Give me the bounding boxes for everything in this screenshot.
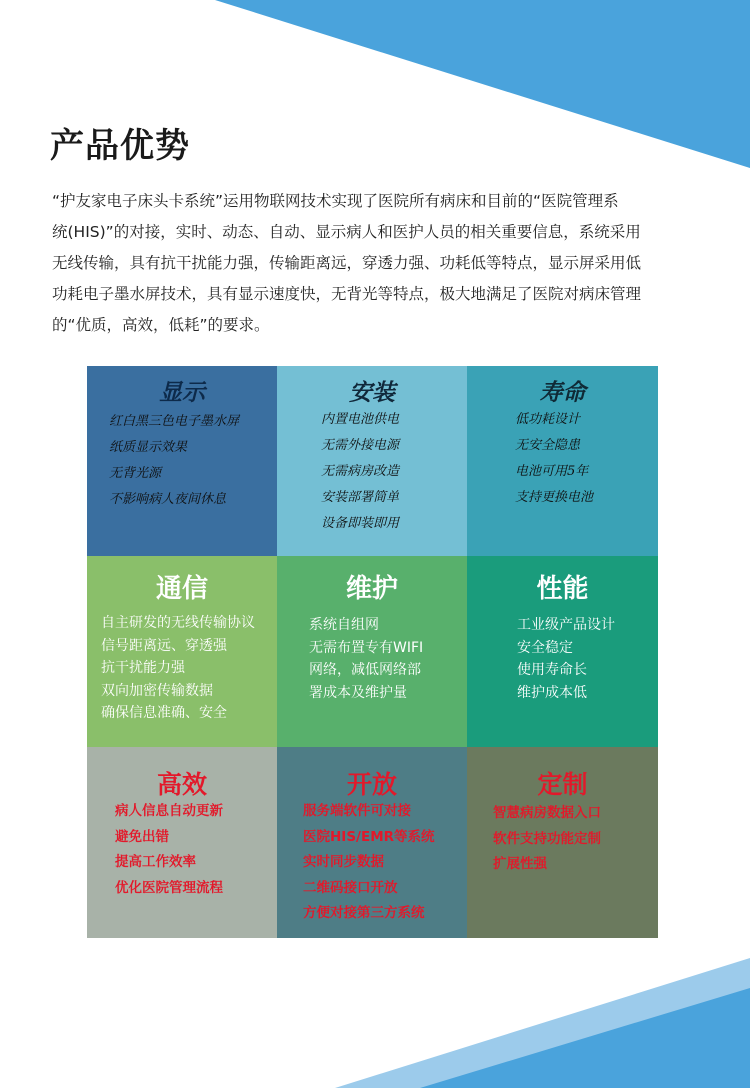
- feature-list: [515, 407, 593, 511]
- feature-item: 抗干扰能力强: [101, 660, 185, 676]
- feature-title: 性能: [536, 574, 589, 604]
- feature-list: [493, 801, 601, 878]
- feature-item: 低功耗设计: [515, 412, 581, 427]
- feature-item: 无背光源: [109, 466, 162, 481]
- feature-item: 双向加密传输数据: [101, 682, 213, 699]
- feature-item: 署成本及维护量: [309, 684, 407, 701]
- feature-title: 安装: [349, 379, 395, 406]
- feature-install: [277, 366, 467, 556]
- feature-item: 信号距离远、穿透强: [101, 637, 227, 654]
- feature-list: [101, 612, 255, 725]
- intro-line: 统(HIS)”的对接，实时、动态、自动、显示病人和医护人员的相关重要信息，系统采用: [52, 223, 641, 241]
- feature-item: 无需布置专有WIFI: [309, 639, 424, 656]
- feature-item: 病人信息自动更新: [115, 803, 223, 819]
- feature-item: 避免出错: [115, 828, 169, 845]
- feature-item: 无需病房改造: [321, 464, 400, 479]
- feature-item: 二维码接口开放: [303, 879, 398, 896]
- bottom-corner-decoration: [0, 940, 750, 1088]
- feature-item: 不影响病人夜间休息: [109, 492, 227, 507]
- feature-item: 安装部署简单: [321, 490, 400, 505]
- feature-item: 网络，减低网络部: [309, 662, 421, 678]
- feature-item: 电池可用5年: [515, 464, 589, 479]
- page-title: 产品优势: [50, 126, 190, 166]
- feature-list: [309, 614, 423, 704]
- feature-item: 红白黑三色电子墨水屏: [109, 414, 240, 429]
- feature-item: 工业级产品设计: [517, 617, 615, 633]
- intro-line: “护友家电子床头卡系统”运用物联网技术实现了医院所有病床和目前的“医院管理系: [52, 192, 619, 210]
- feature-display: [87, 366, 277, 556]
- feature-item: 无需外接电源: [321, 438, 400, 453]
- feature-item: 无安全隐患: [515, 438, 581, 453]
- feature-title: 显示: [159, 379, 205, 406]
- feature-item: 服务端软件可对接: [303, 803, 411, 819]
- intro-line: 的“优质，高效，低耗”的要求。: [52, 316, 270, 334]
- feature-list: [109, 409, 239, 513]
- intro-line: 功耗电子墨水屏技术，具有显示速度快，无背光等特点，极大地满足了医院对病床管理: [52, 285, 642, 303]
- feature-grid: [87, 366, 658, 938]
- feature-title: 通信: [155, 574, 208, 604]
- feature-title: 寿命: [539, 379, 586, 406]
- feature-comm: [87, 556, 277, 747]
- feature-item: 提高工作效率: [115, 854, 196, 870]
- feature-title: 定制: [537, 770, 588, 799]
- feature-item: 确保信息准确、安全: [101, 705, 227, 721]
- feature-item: 医院HIS/EMR等系统: [303, 828, 435, 845]
- feature-title: 维护: [345, 574, 398, 604]
- feature-item: 软件支持功能定制: [493, 830, 601, 847]
- feature-item: 设备即装即用: [321, 516, 400, 531]
- feature-item: 扩展性强: [493, 856, 547, 872]
- feature-item: 使用寿命长: [517, 662, 587, 678]
- feature-title: 高效: [156, 770, 207, 799]
- feature-list: [303, 799, 435, 927]
- feature-item: 内置电池供电: [321, 412, 400, 427]
- feature-item: 支持更换电池: [515, 490, 594, 505]
- feature-custom: [467, 747, 658, 938]
- feature-item: 智慧病房数据入口: [493, 805, 601, 821]
- feature-open: [277, 747, 467, 938]
- feature-item: 方便对接第三方系统: [303, 905, 425, 921]
- feature-item: 自主研发的无线传输协议: [101, 615, 255, 631]
- feature-title: 开放: [346, 770, 397, 799]
- feature-list: [115, 799, 223, 901]
- feature-eff: [87, 747, 277, 938]
- feature-maint: [277, 556, 467, 747]
- feature-list: [321, 407, 399, 537]
- intro-line: 无线传输，具有抗干扰能力强，传输距离远，穿透力强、功耗低等特点，显示屏采用低: [52, 254, 642, 272]
- feature-life: [467, 366, 658, 556]
- feature-item: 安全稳定: [517, 639, 573, 656]
- feature-item: 纸质显示效果: [109, 440, 188, 455]
- feature-perf: [467, 556, 658, 747]
- feature-item: 优化医院管理流程: [115, 879, 223, 896]
- feature-item: 系统自组网: [309, 617, 379, 633]
- intro-paragraph: [52, 186, 698, 341]
- feature-item: 实时同步数据: [303, 854, 384, 870]
- feature-list: [517, 614, 615, 704]
- feature-item: 维护成本低: [517, 684, 587, 701]
